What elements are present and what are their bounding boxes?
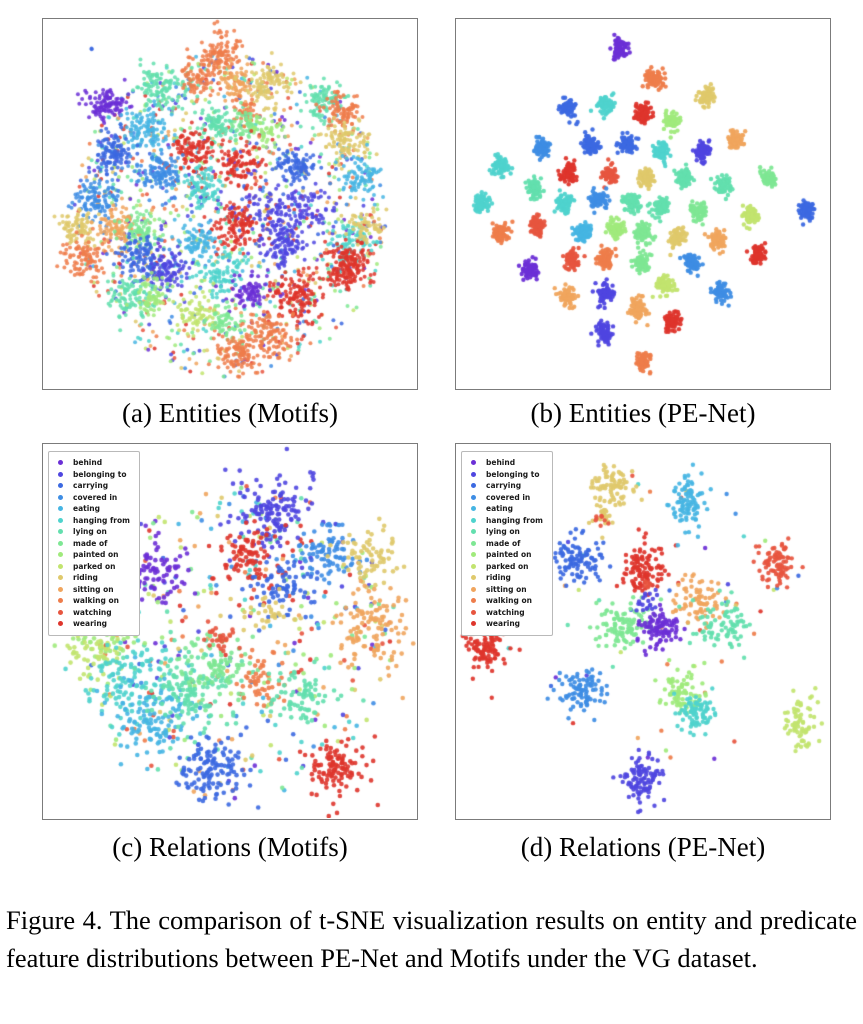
legend-item: [469, 549, 543, 561]
subcaption-c: (c) Relations (Motifs): [112, 832, 348, 862]
legend-dot-icon: [471, 610, 476, 615]
legend-item: [56, 618, 130, 630]
legend-dot-icon: [58, 495, 63, 500]
tsne-panel-d: [455, 443, 831, 820]
legend-dot-icon: [471, 506, 476, 511]
legend-item: [469, 503, 543, 515]
legend-dot-icon: [58, 541, 63, 546]
legend-label: riding: [73, 573, 98, 583]
legend-item: [56, 561, 130, 573]
legend-item: [56, 492, 130, 504]
legend-item: [469, 572, 543, 584]
legend-item: [469, 561, 543, 573]
legend-item: [56, 526, 130, 538]
legend-dot-icon: [58, 552, 63, 557]
legend-label: parked on: [73, 561, 116, 571]
legend-dot-icon: [471, 575, 476, 580]
legend-item: [469, 480, 543, 492]
legend-dot-icon: [58, 529, 63, 534]
legend-item: [469, 584, 543, 596]
legend-item: [56, 572, 130, 584]
legend-label: sitting on: [486, 584, 527, 594]
tsne-panel-a: [42, 18, 418, 390]
legend-label: carrying: [73, 481, 109, 491]
legend-dot-icon: [471, 529, 476, 534]
relation-legend: [48, 451, 140, 636]
legend-dot-icon: [471, 460, 476, 465]
legend-dot-icon: [471, 472, 476, 477]
legend-dot-icon: [58, 460, 63, 465]
legend-label: hanging from: [486, 515, 543, 525]
legend-item: [56, 584, 130, 596]
legend-dot-icon: [471, 598, 476, 603]
legend-item: [56, 595, 130, 607]
legend-dot-icon: [471, 495, 476, 500]
tsne-panel-b: [455, 18, 831, 390]
legend-item: [469, 492, 543, 504]
legend-dot-icon: [471, 541, 476, 546]
legend-dot-icon: [471, 564, 476, 569]
legend-label: lying on: [486, 527, 520, 537]
legend-item: [56, 469, 130, 481]
legend-label: belonging to: [73, 469, 127, 479]
legend-label: behind: [486, 458, 516, 468]
legend-label: carrying: [486, 481, 522, 491]
legend-item: [56, 515, 130, 527]
legend-label: riding: [486, 573, 511, 583]
legend-label: watching: [486, 607, 525, 617]
legend-label: eating: [486, 504, 514, 514]
legend-item: [56, 538, 130, 550]
legend-dot-icon: [58, 506, 63, 511]
legend-item: [56, 480, 130, 492]
legend-item: [469, 515, 543, 527]
legend-dot-icon: [58, 472, 63, 477]
legend-label: belonging to: [486, 469, 540, 479]
legend-item: [56, 607, 130, 619]
legend-label: lying on: [73, 527, 107, 537]
legend-label: walking on: [486, 596, 532, 606]
legend-dot-icon: [58, 587, 63, 592]
legend-label: hanging from: [73, 515, 130, 525]
legend-dot-icon: [471, 483, 476, 488]
tsne-plot-entities-penet: [456, 19, 829, 388]
legend-dot-icon: [58, 575, 63, 580]
legend-dot-icon: [58, 598, 63, 603]
legend-label: eating: [73, 504, 101, 514]
legend-label: made of: [486, 538, 521, 548]
legend-item: [469, 469, 543, 481]
tsne-plot-entities-motifs: [43, 19, 416, 388]
legend-label: behind: [73, 458, 103, 468]
legend-dot-icon: [471, 518, 476, 523]
legend-label: watching: [73, 607, 112, 617]
legend-item: [469, 526, 543, 538]
legend-dot-icon: [58, 483, 63, 488]
legend-label: made of: [73, 538, 108, 548]
legend-label: wearing: [73, 619, 108, 629]
subcaption-d: (d) Relations (PE-Net): [520, 832, 766, 862]
legend-dot-icon: [58, 621, 63, 626]
legend-item: [469, 595, 543, 607]
legend-label: covered in: [486, 492, 531, 502]
figure-caption: Figure 4. The comparison of t-SNE visualization results on entity and predicate feature distributions between PE-Net and Motifs under the VG dataset.: [6, 905, 857, 973]
legend-dot-icon: [58, 610, 63, 615]
legend-dot-icon: [471, 552, 476, 557]
legend-dot-icon: [471, 587, 476, 592]
legend-item: [56, 549, 130, 561]
subcaption-b: (b) Entities (PE-Net): [530, 398, 756, 428]
legend-label: parked on: [486, 561, 529, 571]
legend-dot-icon: [58, 518, 63, 523]
legend-item: [469, 457, 543, 469]
legend-label: painted on: [486, 550, 532, 560]
legend-item: [469, 538, 543, 550]
tsne-panel-c: [42, 443, 418, 820]
legend-label: covered in: [73, 492, 118, 502]
legend-item: [56, 503, 130, 515]
legend-label: wearing: [486, 619, 521, 629]
legend-item: [469, 607, 543, 619]
legend-dot-icon: [471, 621, 476, 626]
legend-dot-icon: [58, 564, 63, 569]
relation-legend: [461, 451, 553, 636]
legend-item: [469, 618, 543, 630]
legend-item: [56, 457, 130, 469]
legend-label: painted on: [73, 550, 119, 560]
legend-label: sitting on: [73, 584, 114, 594]
subcaption-a: (a) Entities (Motifs): [122, 398, 338, 428]
legend-label: walking on: [73, 596, 119, 606]
